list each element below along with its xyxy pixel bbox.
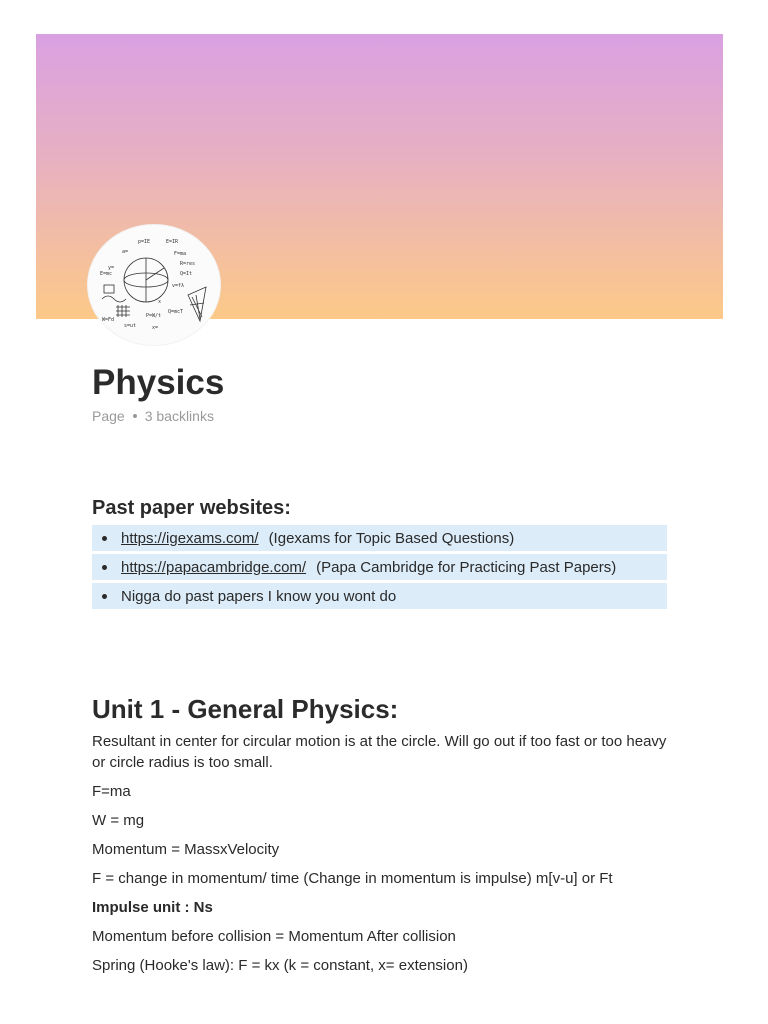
note-line: Spring (Hooke's law): F = kx (k = constant, x= extension) <box>92 957 468 974</box>
svg-text:F=ma: F=ma <box>174 251 187 257</box>
unit1-notes <box>92 731 672 984</box>
svg-text:y=: y= <box>108 265 115 271</box>
svg-text:Q=It: Q=It <box>180 271 193 277</box>
past-papers-heading: Past paper websites: <box>92 497 291 519</box>
list-item-desc: (Igexams for Topic Based Questions) <box>268 529 515 547</box>
bullet-icon <box>102 536 107 541</box>
list-item-desc: (Papa Cambridge for Practicing Past Papers) <box>316 558 617 576</box>
note-line: F = change in momentum/ time (Change in momentum is impulse) m[v-u] or Ft <box>92 870 613 887</box>
bullet-icon <box>102 565 107 570</box>
igexams-link[interactable]: https://igexams.com/ <box>121 529 259 547</box>
svg-text:v=fλ: v=fλ <box>172 283 185 289</box>
svg-text:x: x <box>158 299 162 305</box>
svg-text:Q=mcT: Q=mcT <box>168 309 184 315</box>
note-line: W = mg <box>92 812 145 829</box>
svg-text:R=res: R=res <box>180 261 196 267</box>
unit1-heading: Unit 1 - General Physics: <box>92 694 399 724</box>
list-item <box>92 554 667 580</box>
note-line: Momentum before collision = Momentum After collision <box>92 928 456 945</box>
page-title[interactable]: Physics <box>92 363 225 402</box>
note-line: F=ma <box>92 783 131 800</box>
svg-text:W=Fd: W=Fd <box>102 317 115 323</box>
svg-text:s=ut: s=ut <box>124 323 137 329</box>
note-line <box>92 897 672 918</box>
list-item <box>92 583 667 609</box>
svg-text:P=W/t: P=W/t <box>146 313 162 319</box>
backlinks-link[interactable]: 3 backlinks <box>144 408 214 424</box>
list-item-text: Nigga do past papers I know you wont do <box>121 587 397 605</box>
list-item <box>92 525 667 551</box>
bullet-icon <box>102 594 107 599</box>
separator-dot <box>133 414 137 418</box>
physics-formulas-doodle-icon <box>88 225 220 345</box>
past-papers-list <box>92 525 667 612</box>
page-icon-physics-doodle[interactable] <box>88 225 220 345</box>
svg-text:E=mc: E=mc <box>100 271 113 277</box>
note-line: Resultant in center for circular motion is at the circle. Will go out if too fast or too heavy or circle radius is too small. <box>92 733 667 771</box>
page-type-label: Page <box>92 408 125 424</box>
note-line-bold: Impulse unit : Ns <box>92 899 213 916</box>
papacambridge-link[interactable]: https://papacambridge.com/ <box>121 558 307 576</box>
page-meta <box>92 408 214 424</box>
svg-text:a=: a= <box>122 249 129 255</box>
svg-text:E=IR: E=IR <box>166 239 179 245</box>
svg-text:p=IE: p=IE <box>138 239 151 245</box>
note-line: Momentum = MassxVelocity <box>92 841 280 858</box>
svg-text:x=: x= <box>152 325 159 331</box>
